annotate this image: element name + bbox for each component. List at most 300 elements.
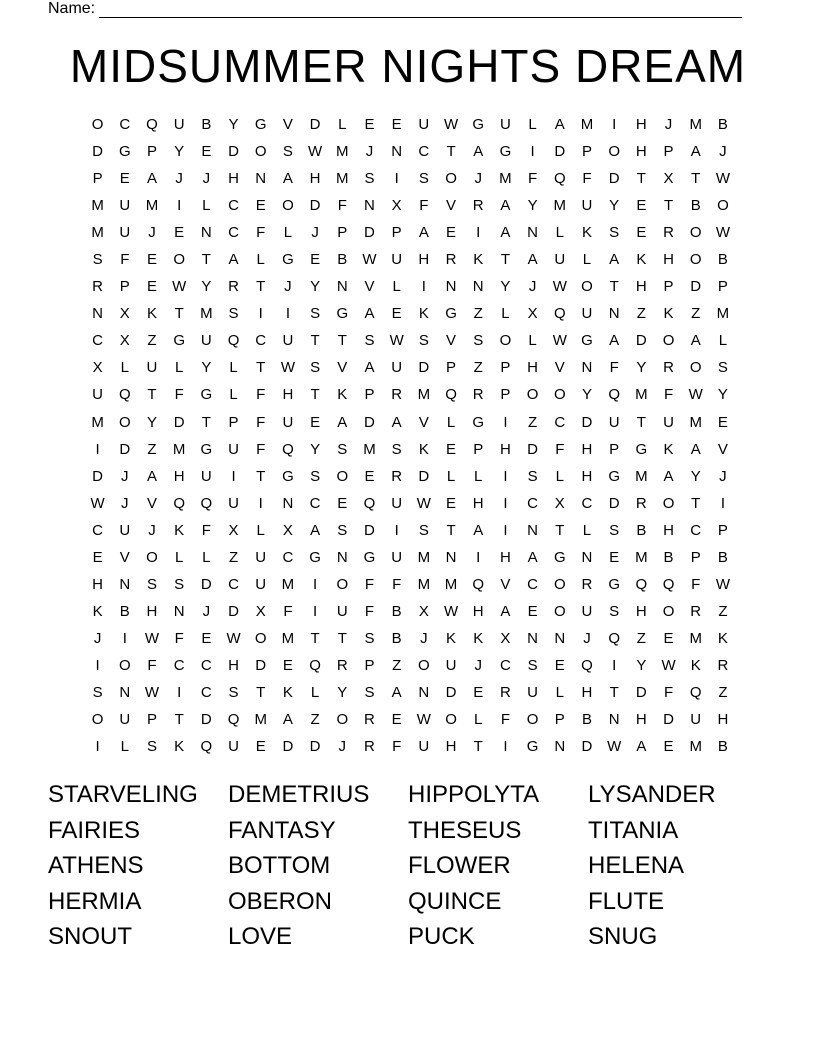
grid-letter: D [608,494,620,512]
grid-letter: L [202,548,211,566]
grid-letter: M [635,386,648,404]
grid-letter: U [146,359,158,377]
grid-letter: K [717,629,728,647]
grid-letter: G [363,548,376,566]
grid-letter: Y [146,413,157,431]
grid-letter: A [609,251,620,269]
word-list-item: SNOUT [48,923,132,950]
grid-letter: P [717,278,728,296]
grid-letter: T [310,629,320,647]
grid-letter: L [120,738,129,756]
grid-letter: W [90,494,105,512]
page-title: MIDSUMMER NIGHTS DREAM [69,40,747,92]
grid-letter: G [309,548,321,566]
grid-letter: I [503,521,508,539]
grid-letter: D [282,738,294,756]
grid-letter: S [282,143,293,161]
grid-letter: Z [718,602,728,620]
grid-letter: X [554,494,565,512]
word-list-item: SNUG [588,923,658,950]
grid-letter: Q [227,711,240,729]
grid-letter: N [608,711,620,729]
grid-letter: O [526,386,539,404]
grid-letter: P [690,548,701,566]
grid-letter: I [530,143,535,161]
grid-letter: W [715,170,730,188]
grid-letter: C [527,494,539,512]
grid-letter: P [228,413,239,431]
grid-letter: O [689,224,702,242]
letter-grid [84,111,737,760]
grid-letter: T [473,738,483,756]
grid-letter: Y [174,143,185,161]
grid-letter: O [553,575,566,593]
grid-letter: R [690,602,702,620]
grid-letter: Q [689,683,702,701]
grid-letter: L [718,332,728,350]
grid-letter: U [255,548,267,566]
grid-letter: S [609,224,620,242]
grid-letter: W [172,278,187,296]
grid-letter: U [336,602,348,620]
grid-letter: S [527,656,538,674]
grid-letter: E [391,711,402,729]
grid-letter: E [201,143,212,161]
grid-letter: V [446,332,457,350]
grid-letter: E [609,548,620,566]
grid-letter: I [421,278,426,296]
grid-letter: T [147,386,157,404]
grid-letter: L [446,467,456,485]
word-list-item: STARVELING [48,781,198,808]
grid-letter: Q [553,170,566,188]
grid-letter: J [148,224,156,242]
grid-letter: T [691,170,701,188]
grid-letter: M [336,170,349,188]
grid-letter: I [394,170,399,188]
grid-letter: S [418,521,429,539]
grid-letter: K [636,251,647,269]
grid-letter: E [174,224,185,242]
grid-letter: Q [227,332,240,350]
grid-letter: E [663,738,674,756]
grid-letter: B [717,251,728,269]
grid-letter: S [418,332,429,350]
grid-letter: K [473,251,484,269]
grid-letter: G [472,116,485,133]
grid-letter: K [663,440,674,458]
grid-letter: L [528,116,537,133]
grid-letter: I [394,521,399,539]
grid-letter: W [416,711,431,729]
grid-letter: N [527,521,539,539]
grid-letter: Y [201,359,212,377]
grid-letter: A [609,332,620,350]
grid-letter: U [282,332,294,350]
grid-letter: Q [608,629,620,647]
grid-letter: Q [200,738,213,756]
grid-letter: W [226,629,241,647]
grid-letter: X [119,332,130,350]
grid-letter: U [663,413,674,431]
grid-letter: D [527,440,539,458]
grid-letter: F [201,521,211,539]
grid-letter: I [612,656,617,674]
grid-letter: Q [472,575,485,593]
grid-letter: S [473,332,484,350]
grid-letter: H [663,251,674,269]
grid-letter: O [662,494,675,512]
grid-letter: R [717,656,729,674]
name-label: Name: [48,0,96,17]
grid-letter: R [445,251,457,269]
grid-letter: Y [337,683,348,701]
grid-letter: K [418,440,429,458]
grid-letter: Y [310,440,321,458]
grid-letter: J [474,170,482,188]
grid-letter: C [527,575,539,593]
word-list-item: FLUTE [588,887,665,915]
grid-letter: A [418,224,429,242]
grid-letter: E [391,116,402,133]
grid-letter: F [364,602,375,620]
grid-letter: M [689,413,702,431]
grid-letter: G [200,386,213,404]
grid-letter: T [636,413,646,431]
grid-letter: J [719,143,727,161]
grid-letter: A [473,143,484,161]
grid-letter: G [553,548,566,566]
grid-letter: A [282,170,293,188]
grid-letter: U [445,656,457,674]
grid-letter: U [228,440,239,458]
grid-letter: A [146,170,157,188]
word-list-item: DEMETRIUS [228,781,370,808]
grid-letter: S [146,738,157,756]
grid-letter: S [418,170,429,188]
grid-letter: Z [636,629,646,647]
grid-letter: H [499,440,511,458]
grid-letter: I [720,494,725,512]
grid-letter: S [92,251,103,269]
grid-letter: T [256,467,266,485]
grid-letter: H [581,440,593,458]
grid-letter: D [92,143,104,161]
grid-letter: Y [636,656,647,674]
grid-letter: A [500,197,511,215]
grid-letter: S [174,575,185,593]
grid-letter: C [282,548,294,566]
grid-letter: M [417,386,431,404]
grid-letter: N [445,278,457,296]
grid-letter: D [228,143,239,161]
grid-letter: D [200,575,212,593]
grid-letter: R [391,467,403,485]
grid-letter: E [636,197,647,215]
grid-letter: Z [473,359,483,377]
grid-letter: I [476,224,481,242]
grid-letter: U [391,548,403,566]
grid-letter: J [528,278,537,296]
grid-letter: E [255,738,266,756]
grid-letter: N [608,305,620,323]
grid-letter: O [553,386,566,404]
grid-letter: R [472,386,484,404]
grid-letter: W [552,332,567,350]
word-list-item: FLOWER [408,852,511,879]
grid-letter: Q [553,305,566,323]
grid-letter: G [118,143,131,161]
word-list-item: HERMIA [48,887,142,915]
grid-letter: P [364,656,375,674]
grid-letter: T [174,305,184,323]
grid-letter: M [91,197,104,215]
grid-letter: H [635,711,647,729]
grid-letter: O [662,602,675,620]
grid-letter: F [256,413,266,431]
grid-letter: Z [473,305,483,323]
grid-letter: I [313,575,318,593]
grid-letter: Q [662,575,675,593]
grid-letter: U [391,494,403,512]
grid-letter: P [391,224,402,242]
grid-letter: M [499,170,512,188]
grid-letter: G [173,332,185,350]
grid-letter: P [119,278,130,296]
grid-letter: G [282,467,294,485]
grid-letter: S [364,683,375,701]
word-list-item: HELENA [588,852,685,879]
grid-letter: I [313,602,318,620]
grid-letter: K [282,683,293,701]
grid-letter: K [174,521,185,539]
grid-letter: Z [310,711,320,729]
grid-letter: U [391,251,403,269]
grid-letter: I [231,467,236,485]
grid-letter: L [392,278,401,296]
grid-letter: H [418,251,430,269]
grid-letter: S [527,467,538,485]
grid-letter: E [310,251,321,269]
grid-letter: I [285,305,290,323]
grid-letter: I [95,656,100,674]
grid-letter: G [608,575,620,593]
grid-letter: I [476,548,481,566]
grid-letter: W [607,738,622,756]
grid-letter: U [119,197,131,215]
grid-letter: P [717,521,728,539]
grid-letter: E [636,224,647,242]
grid-letter: W [416,494,431,512]
grid-letter: O [553,602,566,620]
grid-letter: F [582,170,592,188]
grid-letter: M [689,116,702,133]
grid-letter: D [309,116,321,133]
grid-letter: U [581,197,593,215]
grid-letter: U [554,251,566,269]
grid-letter: D [635,683,647,701]
grid-letter: F [256,224,266,242]
grid-letter: F [174,386,184,404]
grid-letter: F [663,683,674,701]
grid-letter: M [281,575,295,593]
grid-letter: H [228,170,239,188]
grid-letter: S [364,332,375,350]
grid-letter: T [310,332,320,350]
grid-letter: B [717,116,728,133]
grid-letter: V [446,197,457,215]
grid-letter: E [446,224,457,242]
grid-letter: G [581,332,593,350]
grid-letter: M [689,738,702,756]
grid-letter: L [582,521,592,539]
grid-letter: T [201,413,211,431]
grid-letter: R [92,278,104,296]
grid-letter: J [284,278,292,296]
grid-letter: D [418,359,430,377]
grid-letter: S [364,629,375,647]
grid-letter: F [147,656,157,674]
grid-letter: D [445,683,457,701]
grid-letter: M [417,548,431,566]
grid-letter: N [92,305,104,323]
grid-letter: M [363,440,376,458]
grid-letter: O [689,359,702,377]
grid-letter: G [336,305,349,323]
grid-letter: K [473,629,484,647]
grid-letter: L [229,386,238,404]
grid-letter: U [690,711,702,729]
grid-letter: C [200,683,212,701]
grid-letter: F [174,629,184,647]
grid-letter: W [715,224,730,242]
grid-letter: Z [718,683,728,701]
grid-letter: K [174,738,185,756]
grid-letter: C [499,656,511,674]
grid-letter: A [690,440,701,458]
grid-letter: Q [173,494,185,512]
grid-letter: L [528,332,537,350]
grid-letter: T [555,521,565,539]
grid-letter: M [145,197,159,215]
grid-letter: W [389,332,404,350]
word-list-item: FANTASY [228,816,336,844]
grid-letter: T [256,683,266,701]
grid-letter: L [474,467,483,485]
grid-letter: E [391,305,402,323]
grid-letter: U [200,467,212,485]
grid-letter: A [228,251,239,269]
grid-letter: U [282,413,294,431]
grid-letter: O [689,251,702,269]
grid-letter: M [336,143,349,161]
grid-letter: S [337,440,348,458]
grid-letter: J [338,738,347,756]
grid-letter: H [663,521,674,539]
grid-letter: L [256,251,265,269]
grid-letter: S [310,467,321,485]
grid-letter: B [201,116,212,133]
grid-letter: J [311,224,319,242]
grid-letter: D [554,143,566,161]
word-list-item: TITANIA [588,816,679,844]
grid-letter: M [635,467,648,485]
grid-letter: F [663,386,674,404]
grid-letter: J [148,521,156,539]
grid-letter: S [609,602,620,620]
grid-letter: E [663,629,674,647]
word-list-item: HIPPOLYTA [408,781,540,808]
grid-letter: J [175,170,183,188]
grid-letter: B [391,629,402,647]
word-list [48,777,768,955]
grid-letter: I [503,467,508,485]
grid-letter: E [446,440,457,458]
grid-letter: W [362,251,377,269]
grid-letter: N [119,575,131,593]
grid-letter: H [472,602,484,620]
grid-letter: A [500,224,511,242]
grid-letter: D [173,413,185,431]
grid-letter: Y [609,197,620,215]
grid-letter: C [92,332,104,350]
grid-letter: L [338,116,347,133]
grid-letter: D [364,521,375,539]
grid-letter: N [554,738,566,756]
grid-letter: G [254,116,267,133]
grid-letter: N [445,548,457,566]
grid-letter: N [472,278,484,296]
grid-letter: Y [581,386,592,404]
grid-letter: C [418,143,430,161]
grid-letter: W [552,278,567,296]
grid-letter: K [418,305,429,323]
grid-letter: S [92,683,103,701]
grid-letter: D [364,224,375,242]
grid-letter: C [200,656,212,674]
grid-letter: Q [445,386,457,404]
grid-letter: S [337,521,348,539]
grid-letter: A [364,359,375,377]
grid-letter: H [146,602,158,620]
grid-letter: T [337,629,347,647]
grid-letter: S [228,305,239,323]
grid-letter: U [228,494,239,512]
grid-letter: V [418,413,429,431]
grid-letter: P [609,440,620,458]
name-blank-rule [99,3,742,18]
grid-letter: R [364,711,375,729]
grid-letter: E [201,629,212,647]
grid-letter: A [500,602,511,620]
grid-letter: H [228,656,239,674]
grid-letter: E [310,413,321,431]
grid-letter: N [336,278,348,296]
grid-letter: N [418,683,430,701]
grid-letter: W [661,656,676,674]
grid-letter: A [527,548,538,566]
grid-letter: E [364,467,375,485]
grid-letter: T [446,143,456,161]
grid-letter: A [473,521,484,539]
grid-letter: L [582,251,592,269]
grid-letter: U [200,332,212,350]
grid-letter: H [635,116,647,133]
grid-letter: S [146,575,157,593]
grid-letter: P [446,359,457,377]
grid-letter: Y [527,197,538,215]
grid-letter: N [581,548,593,566]
